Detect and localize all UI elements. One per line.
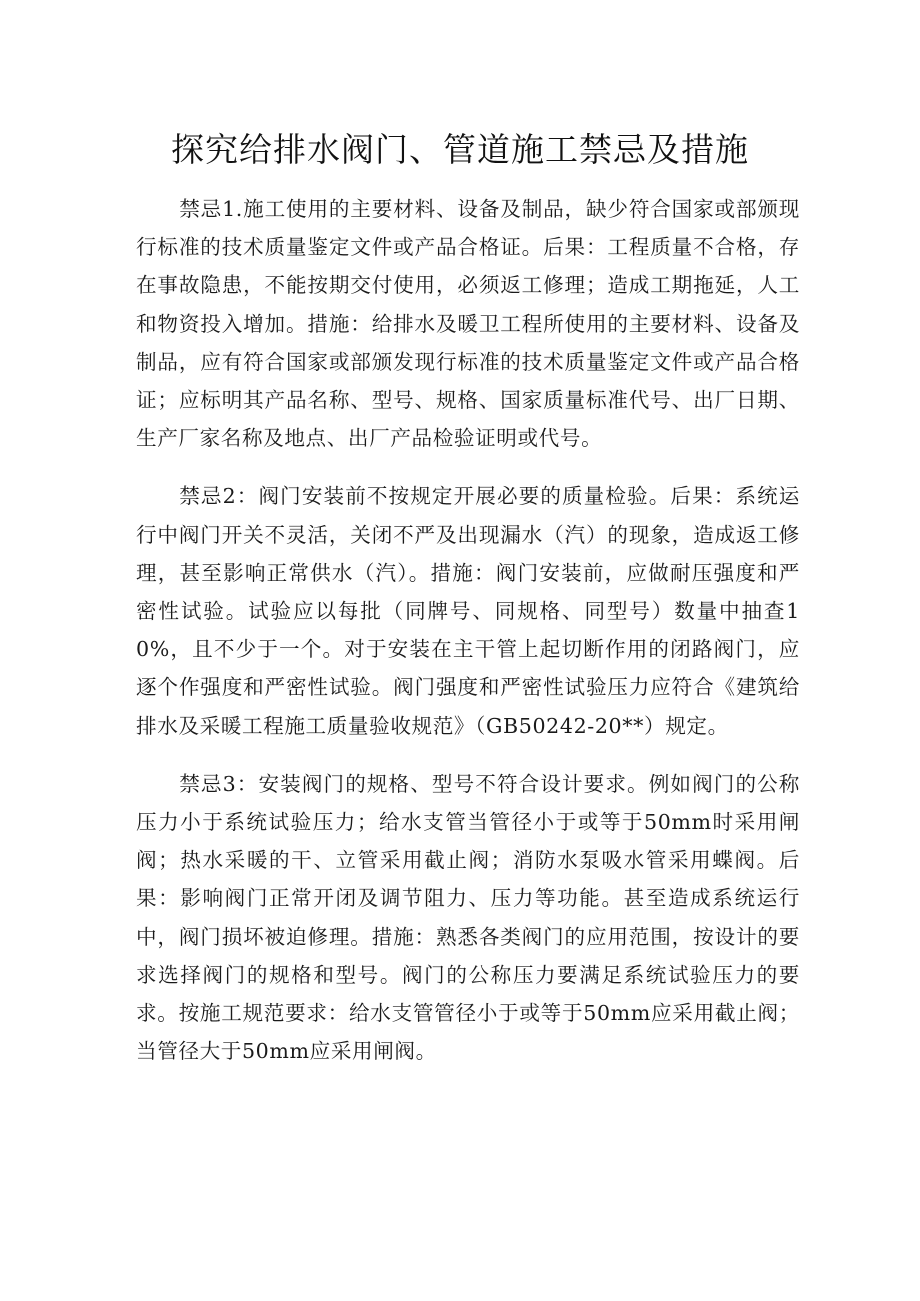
paragraph-taboo-3: 禁忌3：安装阀门的规格、型号不符合设计要求。例如阀门的公称压力小于系统试验压力；给水支管当管径小于或等于50mm时采用闸阀；热水采暖的干、立管采用截止阀；消防水泵吸水管采用蝶阀。后果：影响阀门正常开闭及调节阻力、压力等功能。甚至造成系统运行中，阀门损坏被迫修理。措施：熟悉各类阀门的应用范围，按设计的要求选择阀门的规格和型号。阀门的公称压力要满足系统试验压力的要求。按施工规范要求：给水支管管径小于或等于50mm应采用截止阀；当管径大于50mm应采用闸阀。 <box>136 771 800 1064</box>
document-title: 探究给排水阀门、管道施工禁忌及措施 <box>171 130 749 169</box>
document-body <box>136 190 800 1090</box>
paragraph-taboo-1: 禁忌1.施工使用的主要材料、设备及制品，缺少符合国家或部颁现行标准的技术质量鉴定文件或产品合格证。后果：工程质量不合格，存在事故隐患，不能按期交付使用，必须返工修理；造成工期拖延，人工和物资投入增加。措施：给排水及暖卫工程所使用的主要材料、设备及制品，应有符合国家或部颁发现行标准的技术质量鉴定文件或产品合格证；应标明其产品名称、型号、规格、国家质量标准代号、出厂日期、生产厂家名称及地点、出厂产品检验证明或代号。 <box>136 197 800 451</box>
paragraph-taboo-2: 禁忌2：阀门安装前不按规定开展必要的质量检验。后果：系统运行中阀门开关不灵活，关闭不严及出现漏水（汽）的现象，造成返工修理，甚至影响正常供水（汽）。措施：阀门安装前，应做耐压强度和严密性试验。试验应以每批（同牌号、同规格、同型号）数量中抽查10%，且不少于一个。对于安装在主干管上起切断作用的闭路阀门，应逐个作强度和严密性试验。阀门强度和严密性试验压力应符合《建筑给排水及采暖工程施工质量验收规范》（GB50242-20**）规定。 <box>136 484 800 738</box>
